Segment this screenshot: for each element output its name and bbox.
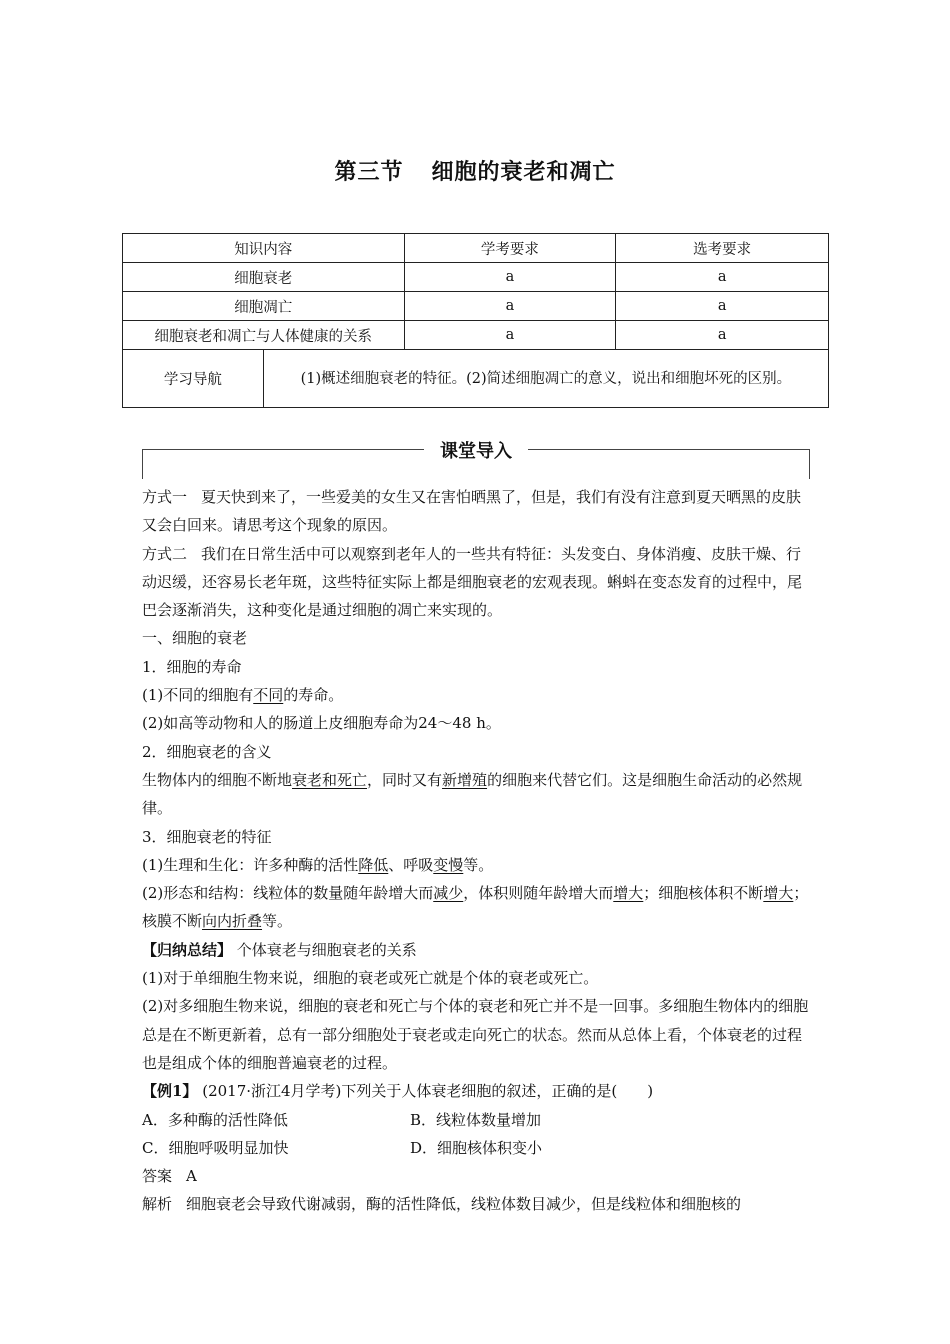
title-prefix: 第三节 [334, 160, 404, 185]
header-xuankao: 选考要求 [616, 234, 829, 263]
intro-method2 [142, 540, 814, 625]
summary-label: 【归纳总结】 [142, 940, 233, 959]
banner-right-line [528, 449, 810, 450]
header-content: 知识内容 [123, 234, 405, 263]
table-header-row [123, 234, 829, 263]
intro-method1 [142, 483, 814, 540]
underlined-term: 变慢 [433, 855, 464, 874]
option-b: B．线粒体数量增加 [410, 1110, 542, 1129]
underlined-term: 向内折叠 [202, 912, 263, 931]
s2-text: 生物体内的细胞不断地衰老和死亡，同时又有新增殖的细胞来代替它们。这是细胞生命活动的必然规律。 [142, 770, 803, 818]
option-d: D．细胞核体积变小 [410, 1138, 543, 1157]
summary-point2: (2)对多细胞生物来说，细胞的衰老和死亡与个体的衰老和死亡并不是一回事。多细胞生物体内的细胞总是在不断更新着，总有一部分细胞处于衰老或走向死亡的状态。然而从总体上看，个体衰老的过程也是组成个体的细胞普遍衰老的过程。 [142, 997, 809, 1072]
s2-heading: 2．细胞衰老的含义 [142, 742, 272, 761]
row-content: 细胞衰老和凋亡与人体健康的关系 [123, 321, 405, 350]
banner-right-edge [809, 449, 810, 479]
nav-text: (1)概述细胞衰老的特征。(2)简述细胞凋亡的意义，说出和细胞坏死的区别。 [263, 350, 828, 408]
summary-heading [142, 936, 814, 964]
method1-text: 夏天快到来了，一些爱美的女生又在害怕晒黑了，但是，我们有没有注意到夏天晒黑的皮肤又会白回来。请思考这个现象的原因。 [142, 488, 802, 535]
summary-point1: (1)对于单细胞生物来说，细胞的衰老或死亡就是个体的衰老或死亡。 [142, 969, 599, 988]
s3-point2: (2)形态和结构：线粒体的数量随年龄增大而减少，体积则随年龄增大而增大；细胞核体积不断增大；核膜不断向内折叠等。 [142, 884, 809, 931]
table-row [123, 292, 829, 321]
row-xuankao: a [616, 263, 829, 292]
underlined-term: 降低 [358, 855, 389, 874]
options-row-1 [142, 1106, 814, 1134]
options-row-2 [142, 1134, 814, 1162]
option-c: C．细胞呼吸明显加快 [142, 1138, 289, 1157]
table-row [123, 263, 829, 292]
s1-heading: 1．细胞的寿命 [142, 657, 242, 676]
answer-label: 答案 [142, 1167, 173, 1186]
main-content [142, 483, 814, 1219]
header-xuekao: 学考要求 [404, 234, 616, 263]
summary-title: 个体衰老与细胞衰老的关系 [236, 940, 417, 959]
row-xuankao: a [616, 292, 829, 321]
underlined-term: 增大 [763, 884, 794, 903]
row-content: 细胞凋亡 [123, 292, 405, 321]
row-xuankao: a [616, 321, 829, 350]
method2-label: 方式二 [142, 544, 188, 563]
s3-heading: 3．细胞衰老的特征 [142, 827, 272, 846]
s1-point1: (1)不同的细胞有不同的寿命。 [142, 686, 344, 705]
section-banner [142, 437, 810, 481]
banner-label: 课堂导入 [440, 441, 512, 462]
row-xuekao: a [404, 263, 616, 292]
example-question: (2017·浙江4月学考)下列关于人体衰老细胞的叙述，正确的是( ) [202, 1082, 654, 1101]
underlined-term: 增大 [613, 884, 644, 903]
s1-point2: (2)如高等动物和人的肠道上皮细胞寿命为24～48 h。 [142, 714, 501, 733]
underlined-term: 减少 [433, 884, 464, 903]
row-xuekao: a [404, 321, 616, 350]
answer-line [142, 1162, 814, 1190]
analysis-label: 解析 [142, 1195, 173, 1214]
answer-value: A [186, 1167, 197, 1186]
analysis-line [142, 1190, 814, 1218]
method1-label: 方式一 [142, 488, 188, 506]
table-row [123, 321, 829, 350]
underlined-term: 新增殖 [442, 770, 488, 789]
s3-point1: (1)生理和生化：许多种酶的活性降低、呼吸变慢等。 [142, 855, 494, 874]
title-main: 细胞的衰老和凋亡 [431, 160, 616, 185]
analysis-text: 细胞衰老会导致代谢减弱，酶的活性降低，线粒体数目减少，但是线粒体和细胞核的 [186, 1195, 742, 1214]
nav-row [123, 350, 829, 408]
method2-text: 我们在日常生活中可以观察到老年人的一些共有特征：头发变白、身体消瘦、皮肤干燥、行动迟缓，还容易长老年斑，这些特征实际上都是细胞衰老的宏观表现。蝌蚪在变态发育的过程中，尾巴会逐渐消失，这种变化是通过细胞的凋亡来实现的。 [142, 544, 803, 620]
nav-label: 学习导航 [123, 350, 264, 408]
section-heading: 一、细胞的衰老 [142, 629, 248, 648]
underlined-term: 衰老和死亡 [292, 770, 368, 789]
requirements-table [122, 233, 829, 408]
underlined-term: 不同 [253, 686, 284, 705]
page-title [0, 155, 950, 186]
example-label: 【例1】 [142, 1082, 198, 1101]
example-stem [142, 1077, 814, 1105]
option-a: A．多种酶的活性降低 [142, 1110, 288, 1129]
row-xuekao: a [404, 292, 616, 321]
row-content: 细胞衰老 [123, 263, 405, 292]
